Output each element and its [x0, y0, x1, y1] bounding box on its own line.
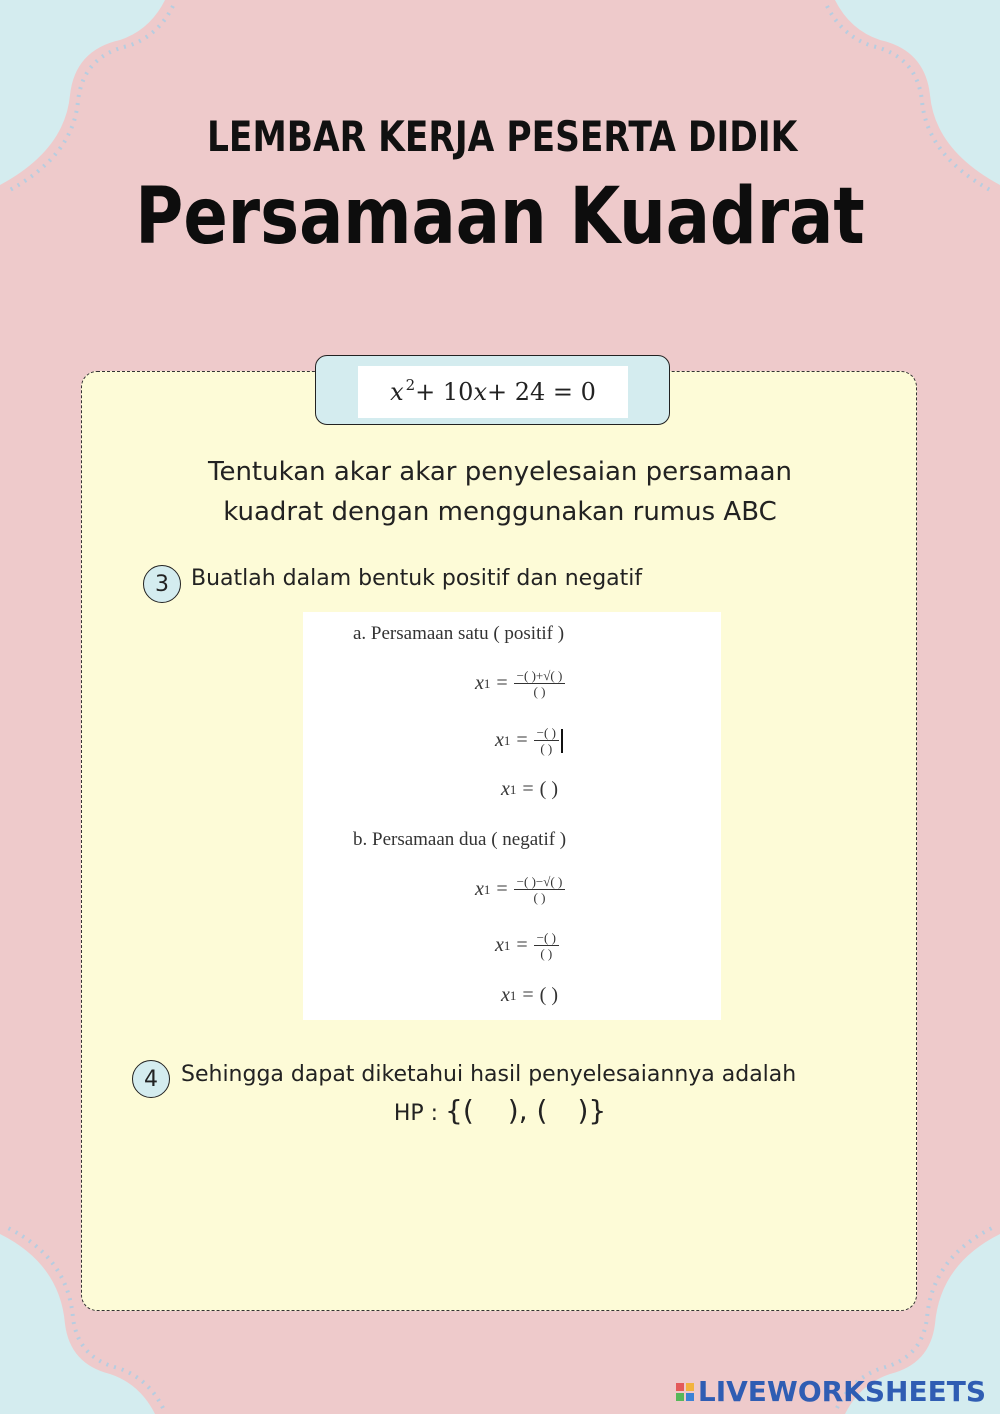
- negative-simplified-row: x 1 = $\frac{-( )}{( )}$: [495, 930, 559, 961]
- blank-input[interactable]: −( )−√( ): [514, 874, 566, 890]
- blank-input[interactable]: ( ): [539, 778, 558, 800]
- blank-input[interactable]: −( ): [534, 930, 559, 946]
- negative-result-row: x 1 = ( ): [501, 984, 558, 1006]
- solution-set: HP : {( ), ( )}: [393, 1094, 607, 1127]
- step-4-text: Sehingga dapat diketahui hasil penyelesaiannya adalah: [181, 1062, 797, 1087]
- blank-input[interactable]: ( ): [533, 890, 546, 905]
- blank-input[interactable]: ( ): [533, 684, 546, 699]
- positive-simplified-row: x 1 = $\frac{-( )}{( )}$: [495, 725, 563, 756]
- quadratic-equation: x $^2$ + 10 x + 24 = 0: [358, 366, 628, 418]
- blank-input[interactable]: −( )+√( ): [514, 668, 566, 684]
- text-cursor: [561, 729, 563, 753]
- corner-decoration-top-left: [0, 0, 180, 200]
- part-b-label: b. Persamaan dua ( negatif ): [353, 829, 567, 850]
- step-3-text: Buatlah dalam bentuk positif dan negatif: [191, 566, 643, 591]
- worksheet-subtitle: LEMBAR KERJA PESERTA DIDIK: [206, 112, 798, 161]
- blank-input[interactable]: ( ): [540, 946, 553, 961]
- step-3-number: 3: [143, 565, 181, 603]
- corner-decoration-top-right: [820, 0, 1000, 200]
- work-area: [303, 612, 721, 1020]
- negative-formula-row: x 1 = $\frac{-( )-√( )}{( )}$: [475, 874, 565, 905]
- positive-result-row: x 1 = ( ): [501, 778, 558, 800]
- liveworksheets-logo: LIVEWORKSHEETS: [676, 1375, 986, 1408]
- blank-input[interactable]: ( ): [540, 741, 553, 756]
- page-title: Persamaan Kuadrat: [135, 172, 865, 262]
- step-4-number: 4: [132, 1060, 170, 1098]
- liveworksheets-icon: [676, 1383, 694, 1401]
- blank-input[interactable]: ( ): [539, 984, 558, 1006]
- positive-formula-row: x 1 = $\frac{-( )+√( )}{( )}$: [475, 668, 565, 699]
- blank-input[interactable]: −( ): [534, 725, 559, 741]
- part-a-label: a. Persamaan satu ( positif ): [353, 623, 565, 644]
- instruction-text: Tentukan akar akar penyelesaian persamaan kuadrat dengan menggunakan rumus ABC: [207, 457, 793, 527]
